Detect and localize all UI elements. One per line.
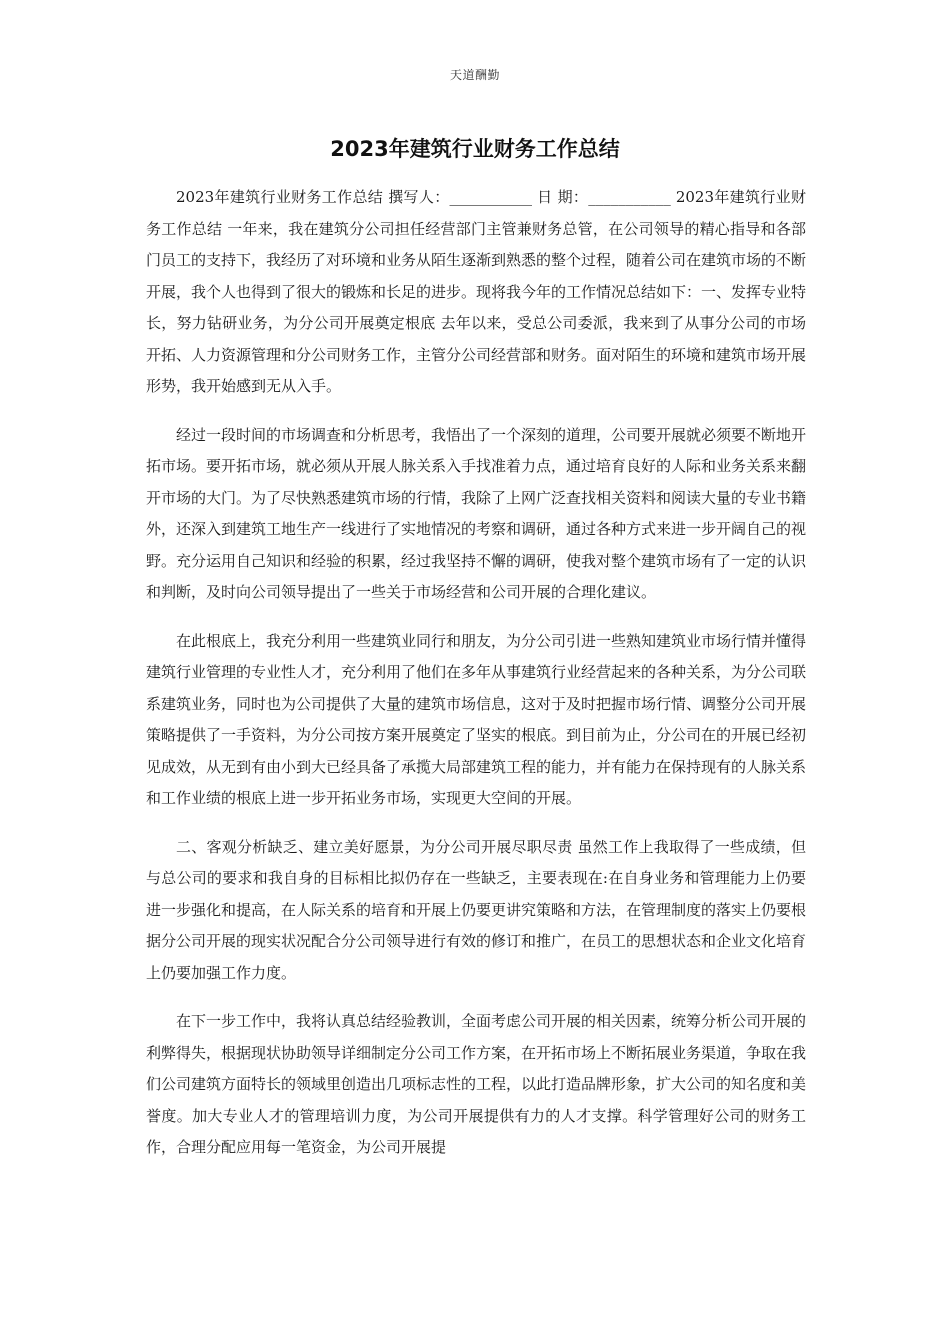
page-header: 天道酬勤 [449,68,500,82]
paragraph-3: 在此根底上，我充分利用一些建筑业同行和朋友，为分公司引进一些熟知建筑业市场行情并懂得建筑行业管理的专业性人才，充分利用了他们在多年从事建筑行业经营起来的各种关系，为分公司联系建筑业务，同时也为公司提供了大量的建筑市场信息，这对于及时把握市场行情、调整分公司开展策略提供了一手资料，为分公司按方案开展奠定了坚实的根底。到目前为止，分公司在的开展已经初见成效，从无到有由小到大已经具备了承揽大局部建筑工程的能力，并有能力在保持现有的人脉关系和工作业绩的根底上进一步开拓业务市场，实现更大空间的开展。 [146,631,807,807]
paragraph-4: 二、客观分析缺乏、建立美好愿景，为分公司开展尽职尽责 虽然工作上我取得了一些成绩，但与总公司的要求和我自身的目标相比拟仍存在一些缺乏，主要表现在:在自身业务和管理能力上仍要进一步强化和提高，在人际关系的培育和开展上仍要更讲究策略和方法，在管理制度的落实上仍要根据分公司开展的现实状况配合分公司领导进行有效的修订和推广，在员工的思想状态和企业文化培育上仍要加强工作力度。 [146,837,807,982]
paragraph-2: 经过一段时间的市场调查和分析思考，我悟出了一个深刻的道理，公司要开展就必须要不断地开拓市场。要开拓市场，就必须从开展人脉关系入手找准着力点，通过培育良好的人际和业务关系来翻开市场的大门。为了尽快熟悉建筑市场的行情，我除了上网广泛查找相关资料和阅读大量的专业书籍外，还深入到建筑工地生产一线进行了实地情况的考察和调研，通过各种方式来进一步开阔自己的视野。充分运用自己知识和经验的积累，经过我坚持不懈的调研，使我对整个建筑市场有了一定的认识和判断，及时向公司领导提出了一些关于市场经营和公司开展的合理化建议。 [146,425,807,601]
document-body [146,182,806,1181]
paragraph-5: 在下一步工作中，我将认真总结经验教训，全面考虑公司开展的相关因素，统筹分析公司开展的利弊得失，根据现状协助领导详细制定分公司工作方案，在开拓市场上不断拓展业务渠道，争取在我们公司建筑方面特长的领域里创造出几项标志性的工程，以此打造品牌形象，扩大公司的知名度和美誉度。加大专业人才的管理培训力度，为公司开展提供有力的人才支撑。科学管理好公司的财务工作，合理分配应用每一笔资金，为公司开展提 [146,1012,807,1156]
paragraph-1: 2023年建筑行业财务工作总结 撰写人：___________ 日 期：___________ 2023年建筑行业财务工作总结 一年来，我在建筑分公司担任经营部门主管兼财务总管，在公司领导的精心指导和各部门员工的支持下，我经历了对环境和业务从陌生逐渐到熟悉的整个过程，随着公司在建筑市场的不断开展，我个人也得到了很大的锻炼和长足的进步。现将我今年的工作情况总结如下：一、发挥专业特长，努力钻研业务，为分公司开展奠定根底 去年以来，受总公司委派，我来到了从事分公司的市场开拓、人力资源管理和分公司财务工作，主管分公司经营部和财务。面对陌生的环境和建筑市场开展形势，我开始感到无从入手。 [146,188,807,395]
document-title: 2023年建筑行业财务工作总结 [330,137,620,161]
